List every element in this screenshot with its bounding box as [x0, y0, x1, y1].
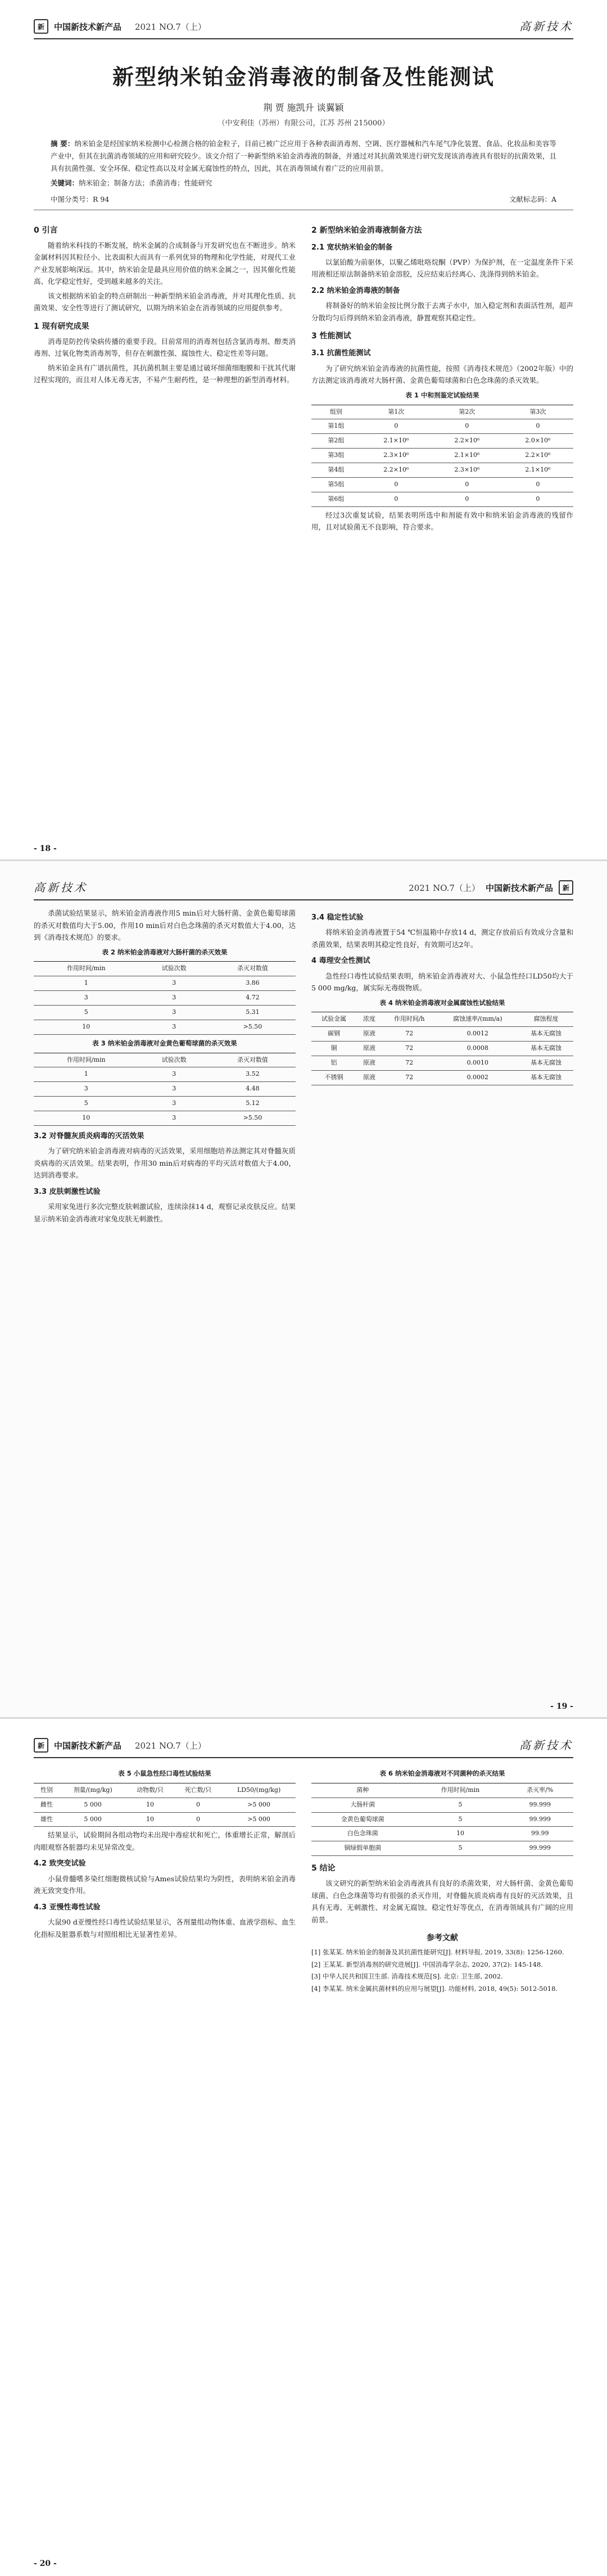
subsection-heading: 3.2 对脊髓灰质炎病毒的灭活效果	[34, 1132, 144, 1141]
table-cell: 基本无腐蚀	[519, 1056, 573, 1071]
table-header-cell: 第1次	[361, 405, 432, 419]
table-cell: 5.12	[210, 1097, 296, 1111]
paragraph: 将纳米铂金消毒液置于54 ℃恒温箱中存放14 d，测定存放前后有效成分含量和杀菌效果，结果表明其稳定性良好，有效期可达2年。	[311, 928, 573, 949]
section-heading: 5 结论	[311, 1864, 336, 1873]
table-cell: 原液	[356, 1056, 382, 1071]
paragraph: 采用家兔进行多次完整皮肤刺激试验，连续涂抹14 d，观察记录皮肤反应。结果显示纳米铂金消毒液对家兔皮肤无刺激性。	[34, 1202, 296, 1223]
article-authors: 荆 贾 施凯升 谈翼颖	[263, 102, 344, 113]
table-body	[311, 419, 573, 506]
table-cell: 10	[34, 1020, 139, 1034]
table-cell: 大肠杆菌	[311, 1798, 414, 1812]
table-cell: 不锈钢	[311, 1071, 356, 1085]
table-header-cell: 剂量/(mg/kg)	[60, 1783, 126, 1798]
table-caption: 表 6 纳米铂金消毒液对不同菌种的杀灭结果	[379, 1769, 505, 1777]
table-row	[34, 1097, 296, 1111]
table-caption: 表 4 纳米铂金消毒液对金属腐蚀性试验结果	[379, 998, 505, 1007]
table-cell: 3	[34, 991, 139, 1006]
paragraph: 以氯铂酸为前驱体，以聚乙烯吡咯烷酮（PVP）为保护剂，在一定温度条件下采用液相还原法制备纳米铂金溶胶，反应结束后经离心、洗涤得到纳米铂金。	[311, 257, 573, 279]
subsection-heading: 4.3 亚慢性毒性试验	[34, 1903, 101, 1912]
table-cell: 3	[139, 1020, 210, 1034]
table-cell: 1	[34, 976, 139, 991]
right-column	[311, 1765, 573, 1995]
table-cell: >5.50	[210, 1020, 296, 1034]
subsection-heading: 4 毒理安全性测试	[311, 957, 370, 966]
journal-name: 中国新技术新产品	[54, 1740, 122, 1751]
keywords-label: 关键词：	[51, 178, 79, 187]
table-cell: 0	[502, 492, 573, 506]
table-cell: 72	[382, 1042, 437, 1056]
table-cell: 基本无腐蚀	[519, 1042, 573, 1056]
table-header-cell: 死亡数/只	[174, 1783, 222, 1798]
table-cell: 72	[382, 1071, 437, 1085]
reference-item: [2] 王某某. 新型消毒剂的研究进展[J]. 中国消毒学杂志, 2020, 37(2): 145-148.	[311, 1960, 543, 1968]
table-cell: 第4组	[311, 463, 361, 478]
paragraph: 将制备好的纳米铂金按比例分散于去离子水中，加入稳定剂和表面活性剂，超声分散均匀后得到纳米铂金消毒液，静置观察其稳定性。	[311, 301, 573, 322]
table-row	[34, 1798, 296, 1812]
table-header-cell: 作用时间/h	[382, 1012, 437, 1027]
table-cell: 72	[382, 1027, 437, 1042]
table-cell: 金黄色葡萄球菌	[311, 1812, 414, 1827]
table-header-cell: LD50/(mg/kg)	[222, 1783, 296, 1798]
subsection-heading: 2.2 纳米铂金消毒液的制备	[311, 286, 400, 295]
table-cell: 3	[139, 1082, 210, 1097]
table-row	[34, 1020, 296, 1034]
table-cell: 0.0002	[437, 1071, 519, 1085]
keywords-text: 纳米铂金；制备方法；杀菌消毒；性能研究	[79, 178, 212, 187]
table-caption: 表 1 中和剂鉴定试验结果	[405, 391, 479, 399]
table-cell: 0	[432, 419, 502, 434]
table-cell: 3	[139, 1005, 210, 1020]
table-row	[34, 1005, 296, 1020]
table-cell: 99.99	[506, 1827, 573, 1841]
journal-name: 中国新技术新产品	[54, 21, 122, 32]
journal-logo-icon: 新	[559, 880, 573, 895]
table-header-cell: 浓度	[356, 1012, 382, 1027]
paragraph: 杀菌试验结果显示，纳米铂金消毒液作用5 min后对大肠杆菌、金黄色葡萄球菌的杀灭对数值均大于5.00，作用10 min后对白色念珠菌的杀灭对数值大于4.00，达到《消毒技术规范》的要求。	[34, 909, 296, 941]
paragraph: 纳米铂金具有广谱抗菌性，其抗菌机制主要是通过破坏细菌细胞膜和干扰其代谢过程实现的，而且对人体无毒无害，不易产生耐药性，是一种理想的新型消毒材料。	[34, 363, 296, 384]
paragraph: 小鼠骨髓嗜多染红细胞微核试验与Ames试验结果均为阴性，表明纳米铂金消毒液无致突变作用。	[34, 1874, 296, 1895]
page-number: - 19 -	[550, 1702, 573, 1711]
table-row	[311, 1027, 573, 1042]
table-body	[34, 1798, 296, 1827]
table-cell: 0	[432, 478, 502, 492]
table-cell: 1	[34, 1067, 139, 1082]
article-title: 新型纳米铂金消毒液的制备及性能测试	[112, 65, 495, 89]
doc-code: 文献标志码：A	[509, 194, 556, 203]
table-caption: 表 3 纳米铂金消毒液对金黄色葡萄球菌的杀灭效果	[92, 1039, 237, 1047]
abstract-label: 摘 要：	[51, 139, 75, 148]
table-cell: 基本无腐蚀	[519, 1071, 573, 1085]
abstract-text: 纳米铂金是经国家纳米检测中心检测合格的铂金粒子，目前已被广泛应用于各种表面消毒剂、空调、医疗器械和汽车尾气净化装置、食品、化妆品和美容等产业中，但其在抗菌消毒领域的应用和研究较少。该文介绍了一种新型纳米铂金消毒液的制备，并通过对其抗菌效果进行研究发现该消毒液具有很好的抗菌效果，且具有抗菌性强、安全环保、稳定性高以及对金属无腐蚀性的特点，因此，其在消毒领域有着广泛的应用前景。	[51, 139, 557, 173]
table-row	[34, 1067, 296, 1082]
table-header-cell: 试验金属	[311, 1012, 356, 1027]
table-cell: 碳钢	[311, 1027, 356, 1042]
references-heading: 参考文献	[427, 1934, 458, 1943]
table-cell: 5 000	[60, 1812, 126, 1827]
table-header-cell: 腐蚀速率/(mm/a)	[437, 1012, 519, 1027]
right-column	[311, 907, 573, 1227]
table-cell: 5 000	[60, 1798, 126, 1812]
table-header-row	[34, 1053, 296, 1067]
subsection-heading: 3.1 抗菌性能测试	[311, 349, 371, 358]
body-columns	[34, 907, 573, 1227]
table-cell: 原液	[356, 1071, 382, 1085]
table-cell: 4.48	[210, 1082, 296, 1097]
table-row	[311, 1042, 573, 1056]
table-row	[311, 419, 573, 434]
table-header-cell: 菌种	[311, 1783, 414, 1798]
paragraph: 大鼠90 d亚慢性经口毒性试验结果显示，各剂量组动物体重、血液学指标、血生化指标及脏器系数与对照组相比无显著性差异。	[34, 1918, 296, 1939]
table-header-cell: 杀灭对数值	[210, 962, 296, 976]
right-column	[311, 218, 573, 536]
table-row	[34, 991, 296, 1006]
page-header	[34, 0, 573, 39]
table-cell: 第1组	[311, 419, 361, 434]
table-6	[311, 1783, 573, 1857]
page-2	[0, 861, 607, 1719]
table-cell: 2.3×10⁶	[361, 449, 432, 463]
page-1	[0, 0, 607, 861]
journal-issue: 2021 NO.7（上）	[135, 21, 206, 32]
table-cell: 5	[414, 1841, 507, 1856]
section-name: 高新技术	[519, 20, 573, 33]
page-3	[0, 1719, 607, 2576]
table-2	[34, 961, 296, 1035]
left-column	[34, 218, 296, 536]
paragraph: 该文研究的新型纳米铂金消毒液具有良好的杀菌效果，对大肠杆菌、金黄色葡萄球菌、白色念珠菌等均有很强的杀灭作用，对脊髓灰质炎病毒有良好的灭活效果，且具有无毒、无刺激性、对金属无腐蚀、稳定性好等优点，在消毒领域具有广阔的应用前景。	[311, 1879, 573, 1924]
table-cell: 5	[414, 1812, 507, 1827]
table-row	[34, 1812, 296, 1827]
table-cell: 99.999	[506, 1812, 573, 1827]
table-row	[311, 1056, 573, 1071]
section-name: 高新技术	[519, 1739, 573, 1752]
table-row	[311, 434, 573, 449]
paragraph: 随着纳米科技的不断发展，纳米金属的合成制备与开发研究也在不断进步。纳米金属材料因其粒径小、比表面积大而具有一系列优异的物理和化学性能，对现代工业产业发展影响深远。其中，纳米铂金是最具应用价值的纳米金属之一，因其催化性能高、化学稳定性好，受到越来越多的关注。	[34, 241, 296, 286]
table-header-cell: 动物数/只	[126, 1783, 174, 1798]
table-cell: 0	[432, 492, 502, 506]
table-row	[311, 1827, 573, 1841]
table-cell: 白色念珠菌	[311, 1827, 414, 1841]
table-header-cell: 腐蚀程度	[519, 1012, 573, 1027]
table-cell: 3	[139, 1097, 210, 1111]
table-cell: 0	[361, 492, 432, 506]
table-row	[311, 1812, 573, 1827]
table-3	[34, 1053, 296, 1126]
table-1	[311, 405, 573, 507]
table-header-cell: 杀灭对数值	[210, 1053, 296, 1067]
body-columns	[34, 218, 573, 536]
journal-issue: 2021 NO.7（上）	[409, 882, 480, 893]
table-row	[311, 463, 573, 478]
table-cell: 原液	[356, 1042, 382, 1056]
table-cell: 5	[34, 1097, 139, 1111]
table-header-cell: 组别	[311, 405, 361, 419]
table-cell: 2.2×10⁶	[361, 463, 432, 478]
journal-logo-icon: 新	[34, 19, 48, 34]
table-cell: 第3组	[311, 449, 361, 463]
paragraph: 急性经口毒性试验结果表明，纳米铂金消毒液对大、小鼠急性经口LD50均大于5 000 mg/kg，属实际无毒级物质。	[311, 971, 573, 993]
paragraph: 为了研究纳米铂金消毒液的抗菌性能，按照《消毒技术规范》（2002年版）中的方法测定该消毒液对大肠杆菌、金黄色葡萄球菌和白色念珠菌的杀灭效果。	[311, 364, 573, 385]
table-cell: 2.1×10⁶	[432, 449, 502, 463]
table-cell: 0	[361, 478, 432, 492]
table-cell: 2.2×10⁶	[432, 434, 502, 449]
table-header-row	[34, 1783, 296, 1798]
table-cell: 0.0010	[437, 1056, 519, 1071]
table-cell: 72	[382, 1056, 437, 1071]
table-cell: 4.72	[210, 991, 296, 1006]
table-cell: 10	[414, 1827, 507, 1841]
page-header	[34, 861, 573, 900]
table-header-row	[34, 962, 296, 976]
left-column	[34, 1765, 296, 1995]
left-column	[34, 907, 296, 1227]
table-cell: >5.50	[210, 1111, 296, 1126]
table-cell: 第6组	[311, 492, 361, 506]
section-heading: 0 引言	[34, 225, 58, 235]
table-cell: 2.2×10⁶	[502, 449, 573, 463]
table-header-cell: 第2次	[432, 405, 502, 419]
table-body	[34, 976, 296, 1035]
table-cell: 0	[174, 1798, 222, 1812]
table-cell: 3	[139, 976, 210, 991]
table-cell: 2.0×10⁶	[502, 434, 573, 449]
table-cell: 0	[502, 478, 573, 492]
table-header-row	[311, 405, 573, 419]
table-cell: 铜绿假单胞菌	[311, 1841, 414, 1856]
paragraph: 消毒是防控传染病传播的重要手段。目前常用的消毒剂包括含氯消毒剂、醇类消毒剂、过氧化物类消毒剂等，但存在刺激性强、腐蚀性大、稳定性差等问题。	[34, 337, 296, 358]
table-cell: 3	[139, 1067, 210, 1082]
table-cell: 3.86	[210, 976, 296, 991]
journal-issue: 2021 NO.7（上）	[135, 1740, 206, 1751]
article-meta	[34, 189, 573, 210]
table-row	[34, 1082, 296, 1097]
table-cell: 铝	[311, 1056, 356, 1071]
table-cell: 第2组	[311, 434, 361, 449]
table-cell: 10	[126, 1812, 174, 1827]
section-heading: 1 现有研究成果	[34, 322, 89, 331]
section-heading: 2 新型纳米铂金消毒液制备方法	[311, 225, 422, 235]
subsection-heading: 3.3 皮肤刺激性试验	[34, 1187, 101, 1196]
table-cell: 第5组	[311, 478, 361, 492]
table-body	[34, 1067, 296, 1126]
journal-name: 中国新技术新产品	[485, 882, 553, 893]
table-cell: 99.999	[506, 1798, 573, 1812]
paragraph: 为了研究纳米铂金消毒液对病毒的灭活效果，采用细胞培养法测定其对脊髓灰质炎病毒的灭活效果。结果表明，作用30 min后对病毒的平均灭活对数值大于4.00，达到消毒要求。	[34, 1147, 296, 1180]
table-caption: 表 5 小鼠急性经口毒性试验结果	[118, 1769, 211, 1777]
table-cell: 0.0012	[437, 1027, 519, 1042]
table-cell: 3	[34, 1082, 139, 1097]
table-body	[311, 1798, 573, 1856]
table-cell: 0	[361, 419, 432, 434]
reference-item: [4] 李某某. 纳米金属抗菌材料的应用与展望[J]. 功能材料, 2018, 49(5): 5012-5018.	[311, 1984, 558, 1993]
abstract	[34, 138, 573, 175]
references-list	[311, 1947, 573, 1994]
table-row	[311, 478, 573, 492]
table-header-cell: 试验次数	[139, 962, 210, 976]
table-cell: 0	[502, 419, 573, 434]
table-header-cell: 作用时间/min	[34, 962, 139, 976]
table-row	[311, 1841, 573, 1856]
table-row	[311, 1798, 573, 1812]
table-cell: 2.1×10⁶	[502, 463, 573, 478]
table-cell: 10	[126, 1798, 174, 1812]
subsection-heading: 3.4 稳定性试验	[311, 913, 364, 922]
table-header-cell: 作用时间/min	[414, 1783, 507, 1798]
body-columns	[34, 1765, 573, 1995]
clc-number: 中图分类号：R 94	[51, 194, 110, 203]
table-cell: 0.0008	[437, 1042, 519, 1056]
table-cell: 3	[139, 1111, 210, 1126]
table-header-cell: 杀灭率/%	[506, 1783, 573, 1798]
table-caption: 表 2 纳米铂金消毒液对大肠杆菌的杀灭效果	[102, 948, 228, 956]
keywords	[34, 177, 573, 189]
table-row	[34, 976, 296, 991]
subsection-heading: 2.1 宽状纳米铂金的制备	[311, 243, 393, 252]
reference-item: [3] 中华人民共和国卫生部. 消毒技术规范[S]. 北京: 卫生部, 2002.	[311, 1972, 503, 1981]
table-cell: 雄性	[34, 1812, 60, 1827]
table-cell: 5	[34, 1005, 139, 1020]
table-row	[311, 492, 573, 506]
subsection-heading: 4.2 致突变试验	[34, 1859, 86, 1868]
paragraph: 经过3次重复试验，结果表明所选中和剂能有效中和纳米铂金消毒液的残留作用，且对试验菌无不良影响，符合要求。	[311, 510, 573, 532]
table-cell: 99.999	[506, 1841, 573, 1856]
page-number: - 18 -	[34, 844, 57, 853]
table-cell: >5 000	[222, 1812, 296, 1827]
journal-logo-icon: 新	[34, 1738, 48, 1753]
article-affiliation: （中安利佳（苏州）有限公司，江苏 苏州 215000）	[218, 119, 389, 128]
table-cell: 基本无腐蚀	[519, 1027, 573, 1042]
table-cell: 2.1×10⁶	[361, 434, 432, 449]
table-header-cell: 试验次数	[139, 1053, 210, 1067]
table-cell: 5	[414, 1798, 507, 1812]
table-cell: 5.31	[210, 1005, 296, 1020]
table-header-row	[311, 1012, 573, 1027]
table-header-row	[311, 1783, 573, 1798]
table-header-cell: 第3次	[502, 405, 573, 419]
section-name: 高新技术	[34, 881, 88, 894]
table-cell: 雌性	[34, 1798, 60, 1812]
table-header-cell: 作用时间/min	[34, 1053, 139, 1067]
section-heading: 3 性能测试	[311, 332, 351, 341]
table-header-cell: 性别	[34, 1783, 60, 1798]
table-cell: 铜	[311, 1042, 356, 1056]
table-cell: 3.52	[210, 1067, 296, 1082]
table-row	[34, 1111, 296, 1126]
table-cell: >5 000	[222, 1798, 296, 1812]
paragraph: 结果显示，试验期间各组动物均未出现中毒症状和死亡，体重增长正常，解剖后肉眼观察各脏器均未见异常改变。	[34, 1831, 296, 1851]
paragraph: 该文根据纳米铂金的特点研制出一种新型纳米铂金消毒液，并对其理化性质、抗菌效果、安全性等进行了测试研究，以期为纳米铂金在消毒领域的应用提供参考。	[34, 291, 296, 313]
table-cell: 0	[174, 1812, 222, 1827]
reference-item: [1] 张某某. 纳米铂金的制备及其抗菌性能研究[J]. 材料导报, 2019, 33(8): 1256-1260.	[311, 1948, 564, 1957]
table-4	[311, 1012, 573, 1085]
table-body	[311, 1027, 573, 1085]
table-cell: 10	[34, 1111, 139, 1126]
table-cell: 原液	[356, 1027, 382, 1042]
table-5	[34, 1783, 296, 1827]
table-cell: 3	[139, 991, 210, 1006]
page-number: - 20 -	[34, 2559, 57, 2568]
table-cell: 2.3×10⁶	[432, 463, 502, 478]
table-row	[311, 449, 573, 463]
table-row	[311, 1071, 573, 1085]
page-header	[34, 1719, 573, 1758]
